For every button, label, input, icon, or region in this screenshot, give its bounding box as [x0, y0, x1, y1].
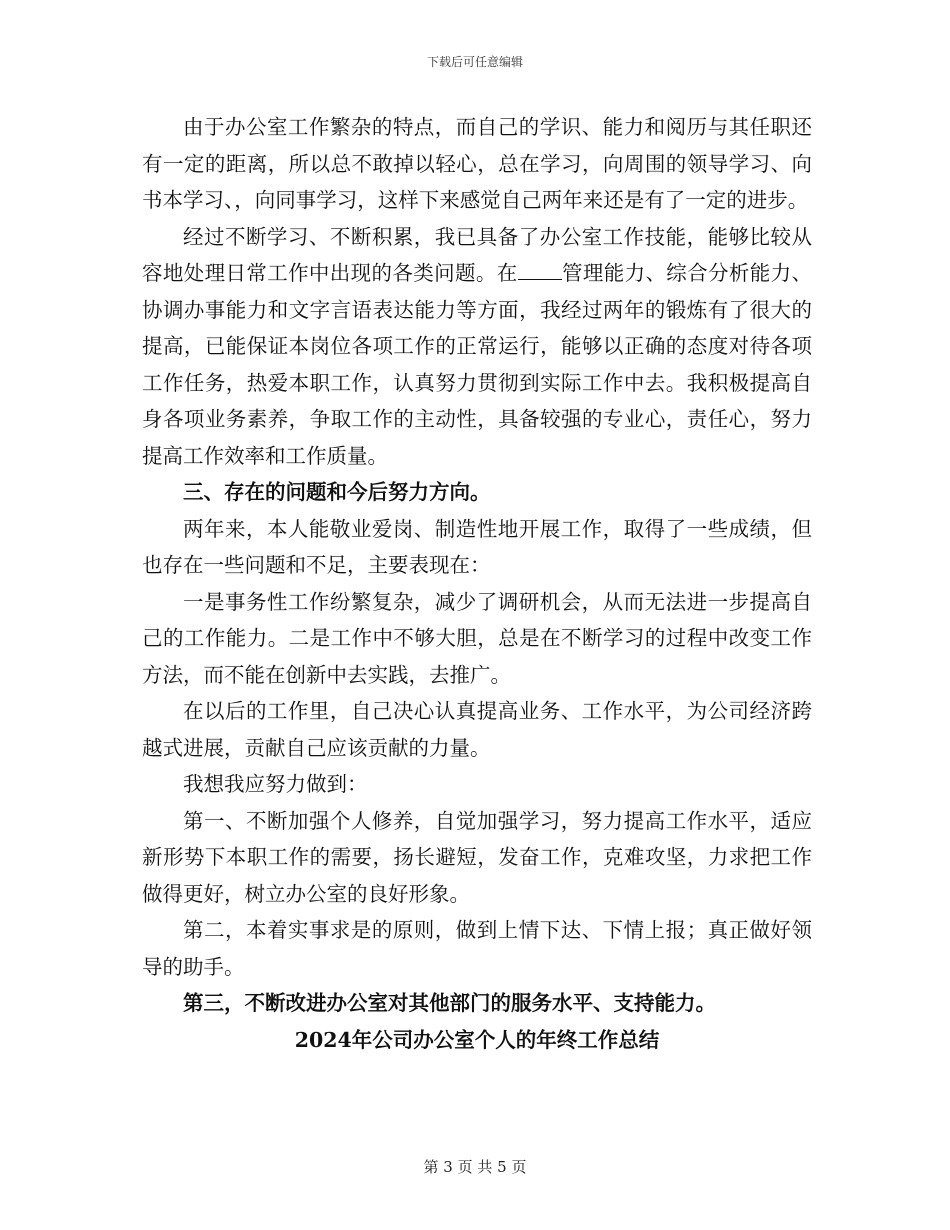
paragraph-2-part-b: 管理能力、综合分析能力、协调办事能力和文字言语表达能力等方面，我经过两年的锻炼有了很大的提高，已能保证本岗位各项工作的正常运行，能够以正确的态度对待各项工作任务，热爱本职工作，认真努力贯彻到实际工作中去。我积极提高自身各项业务素养，争取工作的主动性，具备较强的专业心，责任心，努力提高工作效率和工作质量。 [142, 261, 813, 468]
paragraph-3: 两年来，本人能敬业爱岗、制造性地开展工作，取得了一些成绩，但也存在一些问题和不足，主要表现在： [142, 516, 812, 577]
document-body [142, 109, 812, 1058]
page-number: 第 3 页 共 5 页 [423, 1158, 527, 1176]
paragraph-2-part-a: 经过不断学习、不断积累，我已具备了办公室工作技能，能够比较从容地处理日常工作中出现的各类问题。在 [142, 224, 812, 285]
paragraph-4: 一是事务性工作纷繁复杂，减少了调研机会，从而无法进一步提高自己的工作能力。二是工作中不够大胆，总是在不断学习的过程中改变工作方法，而不能在创新中去实践，去推广。 [142, 589, 812, 687]
page-header: 下载后可任意编辑 [426, 55, 523, 69]
fill-in-blank [518, 261, 562, 280]
paragraph-9: 第三，不断改进办公室对其他部门的服务水平、支持能力。 [183, 991, 716, 1015]
section-heading-3: 三、存在的问题和今后努力方向。 [183, 480, 491, 504]
paragraph-2 [142, 219, 812, 475]
document-title: 2024年公司办公室个人的年终工作总结 [294, 1027, 660, 1052]
paragraph-1: 由于办公室工作繁杂的特点，而自己的学识、能力和阅历与其任职还有一定的距离，所以总不敢掉以轻心，总在学习，向周围的领导学习、向书本学习、，向同事学习，这样下来感觉自己两年来还是有了一定的进步。 [142, 115, 812, 212]
paragraph-7: 第一、不断加强个人修养，自觉加强学习，努力提高工作水平，适应新形势下本职工作的需要，扬长避短，发奋工作，克难攻坚，力求把工作做得更好，树立办公室的良好形象。 [142, 808, 812, 906]
paragraph-8: 第二，本着实事求是的原则，做到上情下达、下情上报；真正做好领导的助手。 [142, 918, 812, 979]
paragraph-6: 我想我应努力做到： [183, 772, 368, 796]
paragraph-5: 在以后的工作里，自己决心认真提高业务、工作水平，为公司经济跨越式进展，贡献自己应该贡献的力量。 [142, 699, 812, 760]
